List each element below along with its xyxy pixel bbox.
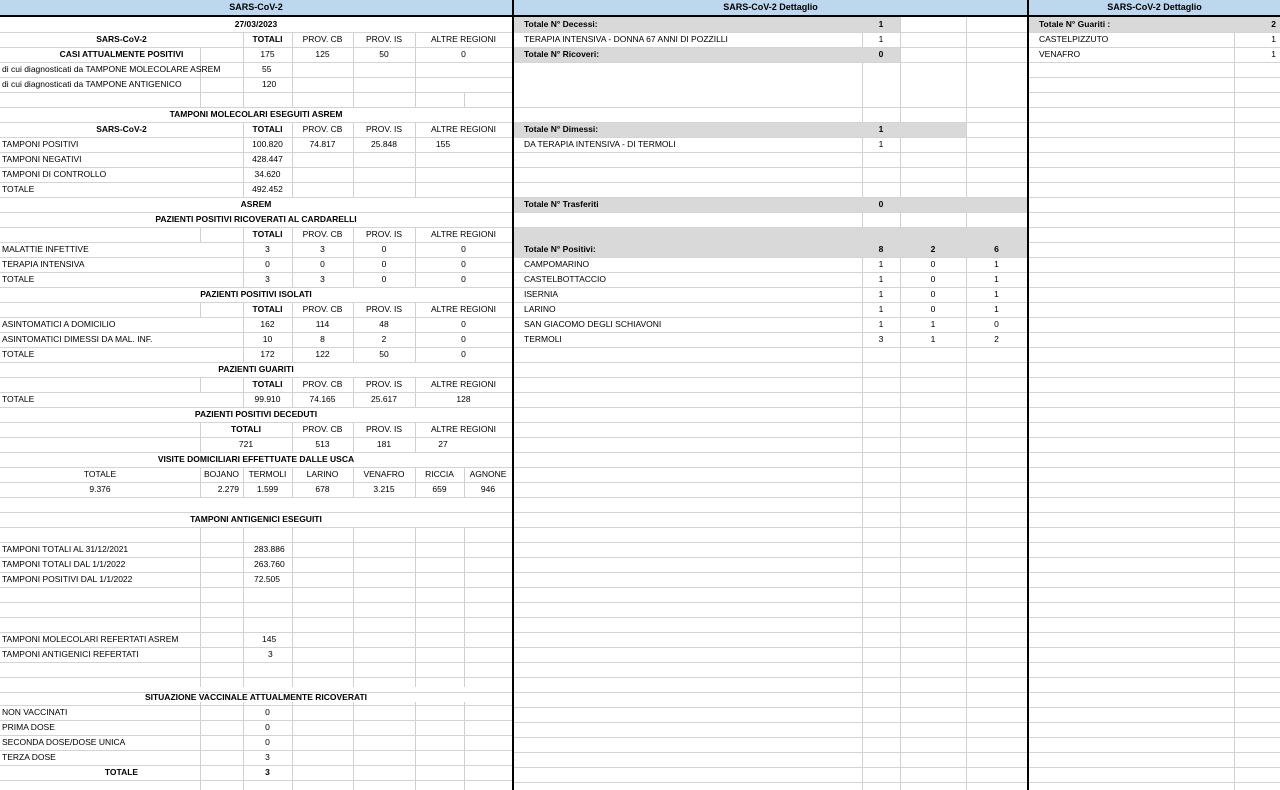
header-row: SARS-CoV-2 TOTALI PROV. CB PROV. IS ALTRE REGIONI xyxy=(0,32,512,48)
table-row: TOTALE 3 3 0 0 xyxy=(0,272,512,288)
list-item: CAMPOMARINO 1 0 1 xyxy=(514,257,1027,273)
list-item: CASTELBOTTACCIO 1 0 1 xyxy=(514,272,1027,288)
guariti-total-row: Totale N° Guariti : 2 xyxy=(1029,17,1280,33)
ricoveri-total-row: Totale N° Ricoveri: 0 xyxy=(514,47,1027,63)
usca-title-row: VISITE DOMICILIARI EFFETTUATE DALLE USCA xyxy=(0,452,512,468)
usca-values-row: 9.376 2.279 1.599 678 3.215 659 946 xyxy=(0,482,512,498)
table-row: ASINTOMATICI DIMESSI DA MAL. INF. 10 8 2 0 xyxy=(0,332,512,348)
diag-row: di cui diagnosticati da TAMPONE MOLECOLARE ASREM 55 xyxy=(0,62,512,78)
guar-title-row: PAZIENTI GUARITI xyxy=(0,362,512,378)
detail-panel-title: SARS-CoV-2 Dettaglio xyxy=(514,0,1027,17)
list-item: DA TERAPIA INTENSIVA - DI TERMOLI 1 xyxy=(514,137,1027,153)
table-row: TOTALE 172 122 50 0 xyxy=(0,347,512,363)
card-header-row: TOTALI PROV. CB PROV. IS ALTRE REGIONI xyxy=(0,227,512,243)
guariti-panel-title: SARS-CoV-2 Dettaglio xyxy=(1029,0,1280,17)
date-row xyxy=(0,17,512,33)
summary-panel-title: SARS-CoV-2 xyxy=(0,0,512,17)
dec-title-row: PAZIENTI POSITIVI DECEDUTI xyxy=(0,407,512,423)
list-item: TERAPIA INTENSIVA - DONNA 67 ANNI DI POZZILLI 1 xyxy=(514,32,1027,48)
table-row: TERAPIA INTENSIVA 0 0 0 0 xyxy=(0,257,512,273)
table-row: TAMPONI NEGATIVI 428.447 xyxy=(0,152,512,168)
guar-header-row: TOTALI PROV. CB PROV. IS ALTRE REGIONI xyxy=(0,377,512,393)
casi-row: CASI ATTUALMENTE POSITIVI 175 125 50 0 xyxy=(0,47,512,63)
detail-panel xyxy=(514,0,1027,790)
isol-title-row: PAZIENTI POSITIVI ISOLATI xyxy=(0,287,512,303)
vacc-total-row: TOTALE 3 xyxy=(0,765,512,781)
table-row: TAMPONI POSITIVI 100.820 74.817 25.848 155 xyxy=(0,137,512,153)
list-item: ISERNIA 1 0 1 xyxy=(514,287,1027,303)
positivi-total-row: Totale N° Positivi: 8 2 6 xyxy=(514,242,1027,258)
table-row: TAMPONI ANTIGENICI REFERTATI 3 xyxy=(0,647,512,663)
list-item: LARINO 1 0 1 xyxy=(514,302,1027,318)
table-row: 721 513 181 27 xyxy=(0,437,512,453)
decessi-total-row: Totale N° Decessi: 1 xyxy=(514,17,1027,33)
table-row: TAMPONI TOTALI DAL 1/1/2022 263.760 xyxy=(0,557,512,573)
table-row: TOTALE 492.452 xyxy=(0,182,512,198)
table-row: PRIMA DOSE 0 xyxy=(0,720,512,736)
usca-header-row: TOTALE BOJANO TERMOLI LARINO VENAFRO RICCIA AGNONE xyxy=(0,467,512,483)
asrem-row: ASREM xyxy=(0,197,512,213)
card-title-row: PAZIENTI POSITIVI RICOVERATI AL CARDARELLI xyxy=(0,212,512,228)
table-row: ASINTOMATICI A DOMICILIO 162 114 48 0 xyxy=(0,317,512,333)
trasferiti-total-row: Totale N° Trasferiti 0 xyxy=(514,197,1027,213)
list-item: CASTELPIZZUTO 1 xyxy=(1029,32,1280,48)
table-row: TERZA DOSE 3 xyxy=(0,750,512,766)
tmol-title-row: TAMPONI MOLECOLARI ESEGUITI ASREM xyxy=(0,107,512,123)
table-row: SECONDA DOSE/DOSE UNICA 0 xyxy=(0,735,512,751)
report-date: 27/03/2023 xyxy=(234,19,278,29)
table-row: TAMPONI POSITIVI DAL 1/1/2022 72.505 xyxy=(0,572,512,588)
summary-panel xyxy=(0,0,512,790)
guariti-panel xyxy=(1029,0,1280,790)
tant-title-row: TAMPONI ANTIGENICI ESEGUITI xyxy=(0,512,512,528)
table-row: MALATTIE INFETTIVE 3 3 0 0 xyxy=(0,242,512,258)
table-row: TAMPONI MOLECOLARI REFERTATI ASREM 145 xyxy=(0,632,512,648)
dimessi-total-row: Totale N° Dimessi: 1 xyxy=(514,122,1027,138)
vacc-title-row: SITUAZIONE VACCINALE ATTUALMENTE RICOVERATI xyxy=(0,690,512,706)
list-item: TERMOLI 3 1 2 xyxy=(514,332,1027,348)
list-item: SAN GIACOMO DEGLI SCHIAVONI 1 1 0 xyxy=(514,317,1027,333)
table-row: TOTALE 99.910 74.165 25.617 128 xyxy=(0,392,512,408)
table-row: TAMPONI DI CONTROLLO 34.620 xyxy=(0,167,512,183)
diag-row: di cui diagnosticati da TAMPONE ANTIGENICO 120 xyxy=(0,77,512,93)
list-item: VENAFRO 1 xyxy=(1029,47,1280,63)
tmol-header-row: SARS-CoV-2 TOTALI PROV. CB PROV. IS ALTRE REGIONI xyxy=(0,122,512,138)
dec-header-row: TOTALI PROV. CB PROV. IS ALTRE REGIONI xyxy=(0,422,512,438)
table-row: TAMPONI TOTALI AL 31/12/2021 283.886 xyxy=(0,542,512,558)
isol-header-row: TOTALI PROV. CB PROV. IS ALTRE REGIONI xyxy=(0,302,512,318)
table-row: NON VACCINATI 0 xyxy=(0,705,512,721)
